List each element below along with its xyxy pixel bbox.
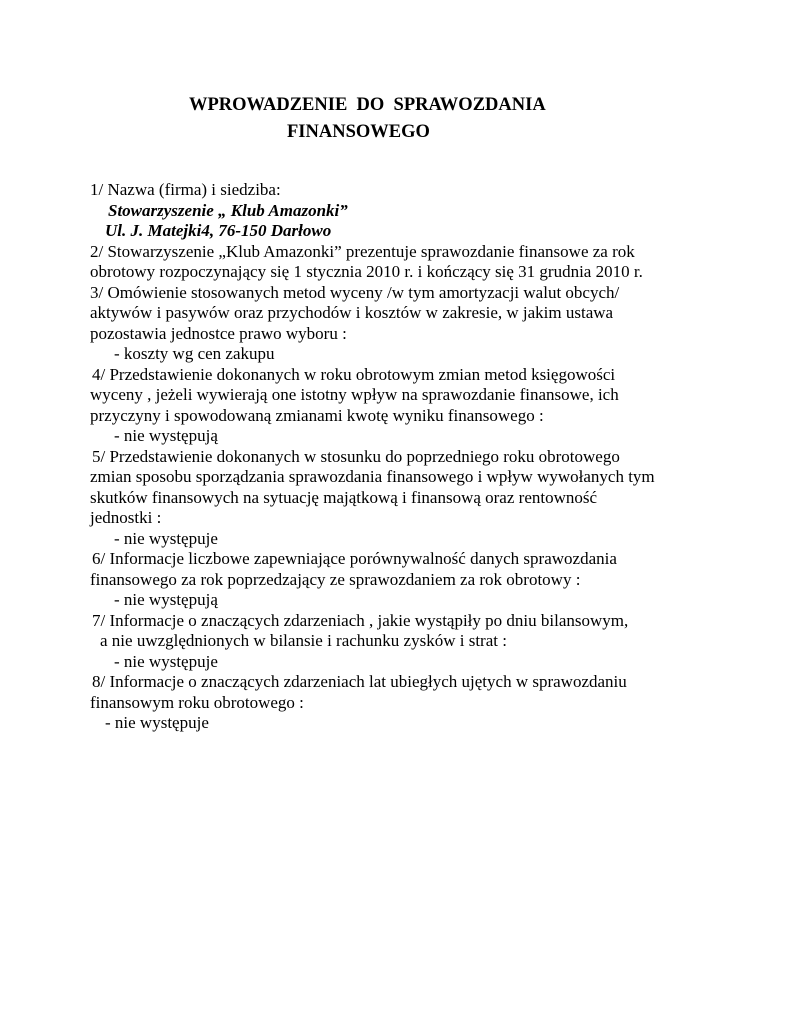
document-body xyxy=(90,180,710,734)
section-4-line-2: wyceny , jeżeli wywierają one istotny wpływ na sprawozdanie finansowe, ich xyxy=(90,385,619,404)
section-5-line-1: 5/ Przedstawienie dokonanych w stosunku do poprzedniego roku obrotowego xyxy=(92,446,620,466)
organization-name: Stowarzyszenie „ Klub Amazonki” xyxy=(108,200,348,220)
section-3-line-3: pozostawia jednostce prawo wyboru : xyxy=(90,323,347,343)
organization-address: Ul. J. Matejki4, 76-150 Darłowo xyxy=(105,221,332,240)
title-line-2: FINANSOWEGO xyxy=(287,122,430,142)
section-4-answer: - nie występują xyxy=(114,426,218,445)
section-2-line-1: 2/ Stowarzyszenie „Klub Amazonki” prezentuje sprawozdanie finansowe za rok xyxy=(90,241,635,261)
section-8-line-1: 8/ Informacje o znaczących zdarzeniach lat ubiegłych ujętych w sprawozdaniu xyxy=(92,672,627,691)
section-4-line-3: przyczyny i spowodowaną zmianami kwotę wyniku finansowego : xyxy=(90,405,544,425)
title-line-1: WPROWADZENIE DO SPRAWOZDANIA xyxy=(189,95,546,115)
section-6-answer: - nie występują xyxy=(114,590,218,609)
section-3-answer: - koszty wg cen zakupu xyxy=(114,344,275,363)
section-7-line-1: 7/ Informacje o znaczących zdarzeniach , jakie wystąpiły po dniu bilansowym, xyxy=(92,610,629,630)
section-4-line-1: 4/ Przedstawienie dokonanych w roku obrotowym zmian metod księgowości xyxy=(92,364,616,384)
section-5-answer: - nie występuje xyxy=(114,528,218,548)
section-1-heading: 1/ Nazwa (firma) i siedziba: xyxy=(90,180,281,199)
section-7-answer: - nie występuje xyxy=(114,651,218,671)
section-8-line-2: finansowym roku obrotowego : xyxy=(90,692,304,712)
section-5-line-3: skutków finansowych na sytuację majątkową i finansową oraz rentowność xyxy=(90,487,598,507)
section-6-line-1: 6/ Informacje liczbowe zapewniające porównywalność danych sprawozdania xyxy=(92,549,617,568)
section-5-line-2: zmian sposobu sporządzania sprawozdania finansowego i wpływ wywołanych tym xyxy=(90,467,655,486)
section-5-line-4: jednostki : xyxy=(90,508,162,527)
section-6-line-2: finansowego za rok poprzedzający ze sprawozdaniem za rok obrotowy : xyxy=(90,569,581,589)
section-3-line-2: aktywów i pasywów oraz przychodów i kosztów w zakresie, w jakim ustawa xyxy=(90,303,614,322)
section-7-line-2: a nie uwzględnionych w bilansie i rachunku zysków i strat : xyxy=(100,631,507,650)
section-3-line-1: 3/ Omówienie stosowanych metod wyceny /w tym amortyzacji walut obcych/ xyxy=(90,282,620,302)
section-8-answer: - nie występuje xyxy=(105,713,209,732)
section-2-line-2: obrotowy rozpoczynający się 1 stycznia 2010 r. i kończący się 31 grudnia 2010 r. xyxy=(90,262,643,281)
